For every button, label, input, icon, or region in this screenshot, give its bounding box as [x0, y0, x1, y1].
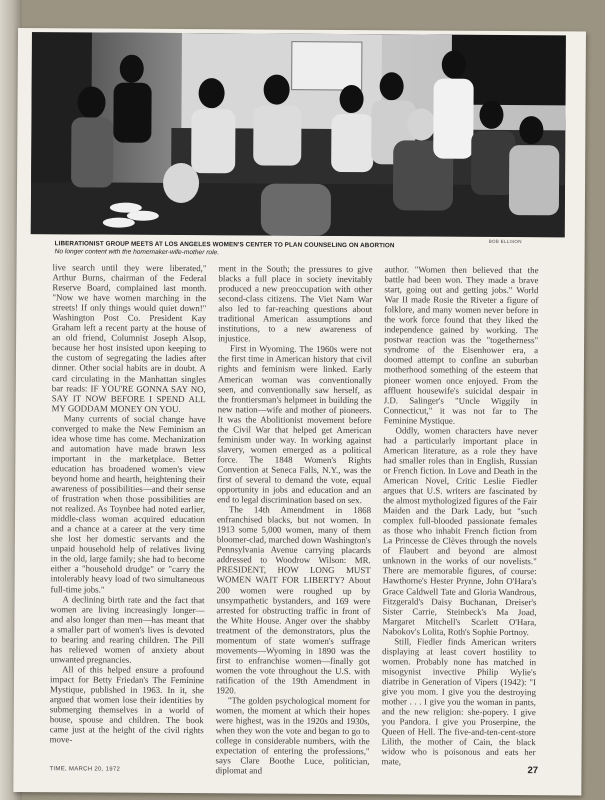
paragraph: All of this helped ensure a profound impact for Betty Friedan's The Feminine Mystique, published in 1963. In it, she argued that women lose their identities by submerging themselves in a world of house, spouse and children. The book came just at the height of the civil rights move-: [49, 664, 205, 745]
article-column-3: [381, 264, 538, 767]
magazine-page: [13, 28, 586, 795]
paragraph: ment in the South; the pressures to give blacks a full place in society inevitably produced a new preoccupation with other second-class citizens. The Viet Nam War also led to far-reaching questions about traditional American assumptions and institutions, to a new awareness of injustice.: [218, 263, 373, 344]
paragraph: Oddly, women characters have never had a particularly important place in American literature, as a role they have had smaller roles than in English, Russian or French fiction. In Love and Death in the American Novel, Critic Leslie Fiedler argues that U.S. writers are fascinated by the almost mythologized figures of the Fair Maiden and the Dark Lady, but "such complex full-blooded passionate females as those who inhabit French fiction from La Princesse de Clèves through the novels of Flaubert and beyond are almost unknown in the works of our novelists." There are memorable figures, of course: Hawthorne's Hester Prynne, John O'Hara's Grace Caldwell Tate and Gloria Wandrous, Fitzgerald's Daisy Buchanan, Dreiser's Sister Carrie, Steinbeck's Ma Joad, Margaret Mitchell's Scarlett O'Hara, Nabokov's Lolita, Roth's Sophie Portnoy.: [382, 425, 538, 637]
paragraph: The 14th Amendment in 1868 enfranchised blacks, but not women. In 1913 some 5,000 women, many of them bloomer-clad, marched down Washington's Pennsylvania Avenue carrying placards addressed to Woodrow Wilson: MR. PRESIDENT, HOW LONG MUST WOMEN WAIT FOR LIBERTY? About 200 women were roughed up by unsympathetic bystanders, and 169 were arrested for obstructing traffic in front of the White House. Anger over the shabby treatment of the demonstrators, plus the momentum of state women's suffrage movements—Wyoming in 1890 was the first to enfranchise women—finally got women the vote throughout the U.S. with ratification of the 19th Amendment in 1920.: [215, 504, 372, 696]
paragraph: Still, Fiedler finds American writers displaying at least covert hostility to women. Probably none has matched in misogynist invective Philip Wylie's diatribe in Generation of Vipers (1942): "I give you mom. I give you the destroying mother . . . I give you the woman in pants, and the new religion: she-popery. I give you Pandora. I give you Proserpine, the Queen of Hell. The five-and-ten-cent-store Lilith, the mother of Cain, the black widow who is poisonous and eats her mate,: [381, 636, 537, 767]
paragraph: live search until they were liberated," Arthur Burns, chairman of the Federal Reserve Board, complained last month. "Now we have women marching in the streets! If only things would quiet down!" Washington Post Co. President Kay Graham left a recent party at the house of an old friend, Columnist Joseph Alsop, because her host insisted upon keeping to the custom of segregating the ladies after dinner. Other social habits are in doubt. A card circulating in the Manhattan singles bar reads: IF YOU'RE GONNA SAY NO, SAY IT NOW BEFORE I SPEND ALL MY GODDAM MONEY ON YOU.: [51, 262, 207, 414]
photo-caption: [55, 240, 555, 259]
page-number: 27: [527, 765, 539, 777]
paragraph: author. "Women then believed that the battle had been won. They made a brave start, going out and getting jobs." World War II made Rosie the Riveter a figure of folklore, and many women never before in the work force found that they liked the independence gained by working. The postwar reaction was the "togetherness" syndrome of the Eisenhower era, a doomed attempt to confine an suburban motherhood something of the esteem that pioneer women once enjoyed. From the affluent housewife's suicidal despair in J.D. Salinger's "Uncle Wiggily in Connecticut," it was not far to The Feminine Mystique.: [383, 264, 539, 426]
caption-subtitle: No longer content with the homemaker-wife-mother role.: [54, 248, 220, 257]
article-column-1: [50, 262, 207, 745]
photo-credit: BOB ELLISON: [488, 238, 522, 245]
paragraph: Many currents of social change have converged to make the New Feminism an idea whose time has come. Mechanization and automation have made brawn less important in the marketplace. Better education has broadened women's view beyond home and hearth, heightening their awareness of possibilities—and their sense of frustration when those possibilities are not realized. As Toynbee had noted earlier, middle-class woman acquired education and a chance at a career at the very time she lost her domestic servants and the unpaid household help of relatives living in the old, large family; she had to become either a "household drudge" or "carry the intolerably heavy load of two simultaneous full-time jobs.": [50, 412, 206, 595]
meeting-photo: [31, 32, 566, 237]
paragraph: First in Wyoming. The 1960s were not the first time in American history that civil rights and feminism were linked. Early American woman was conventionally seen, and conventionally saw herself, as the frontiersman's helpmeet in building the new nation—wife and mother of pioneers. It was the Abolitionist movement before the Civil War that helped get American feminism under way. In working against slavery, women emerged as a political force. The 1848 Women's Rights Convention at Seneca Falls, N.Y., was the first of several to demand the vote, equal opportunity in jobs and education and an end to legal discrimination based on sex.: [217, 343, 373, 506]
paragraph: A declining birth rate and the fact that women are living increasingly longer—and also longer than men—has meant that a smaller part of women's lives is devoted to bearing and rearing children. The Pill has relieved women of anxiety about unwanted pregnancies.: [50, 593, 205, 665]
article-column-2: [215, 263, 372, 776]
issue-date: TIME, MARCH 20, 1972: [49, 766, 121, 773]
caption-heading: LIBERATIONIST GROUP MEETS AT LOS ANGELES WOMEN'S CENTER TO PLAN COUNSELING ON ABORTION: [54, 240, 395, 250]
paragraph: "The golden psychological moment for women, the moment at which their hopes were highest, was in the 1920s and 1930s, when they won the vote and began to go to college in considerable numbers, with the expectation of entering the professions," says Clare Boothe Luce, politician, diplomat and: [215, 695, 370, 776]
